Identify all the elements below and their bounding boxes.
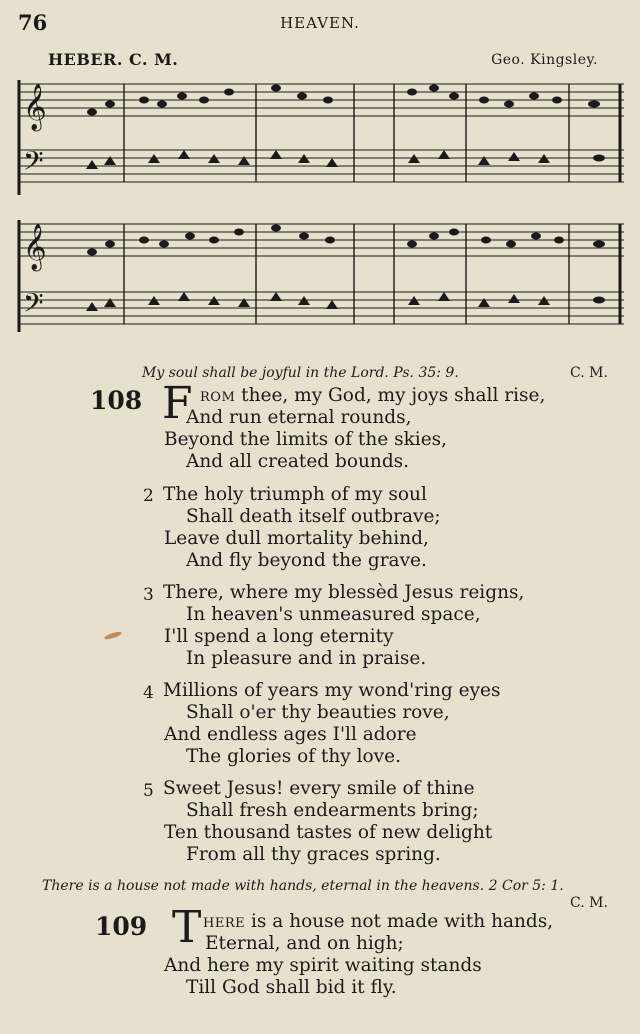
verse-number: 5 [143, 781, 154, 801]
hymn-108-epigraph: My soul shall be joyful in the Lord. Ps. 35: 9. [142, 365, 459, 381]
verse-line: Shall o'er thy beauties rove, [186, 702, 450, 723]
verse-line: In pleasure and in praise. [186, 648, 427, 669]
treble-staff-1 [19, 84, 624, 116]
verse-line: Shall fresh endearments bring; [186, 800, 479, 821]
hymn-108-number: 108 [90, 386, 143, 415]
treble-clef-icon: 𝄞 [23, 84, 47, 130]
verse-line: Till God shall bid it fly. [186, 977, 397, 998]
treble-clef-icon: 𝄞 [23, 224, 47, 270]
hymn-108-meter: C. M. [570, 365, 608, 381]
verse-line: Shall death itself outbrave; [186, 506, 441, 527]
hymn-109-number: 109 [95, 912, 148, 941]
verse-line: And all created bounds. [186, 451, 410, 472]
verse-line: And endless ages I'll adore [164, 724, 417, 745]
treble-staff-2 [19, 224, 624, 256]
verse-line: Leave dull mortality behind, [164, 528, 429, 549]
system-1 [19, 80, 624, 195]
music-score [14, 70, 626, 340]
bass-clef-icon: 𝄢 [23, 145, 44, 183]
notes-1 [86, 85, 605, 170]
verse-line: Millions of years my wond'ring eyes [163, 680, 501, 701]
running-head: HEAVEN. [280, 14, 360, 32]
hymn-109-meter: C. M. [570, 895, 608, 911]
verse-line [200, 385, 545, 406]
bass-staff-1 [19, 150, 624, 182]
ink-smudge [104, 630, 123, 640]
small-caps-word: HERE [203, 916, 246, 931]
verse-number: 2 [143, 486, 154, 506]
verse-line: From all thy graces spring. [186, 844, 441, 865]
verse-line-text: is a house not made with hands, [245, 911, 554, 932]
verse-line-text: thee, my God, my joys shall rise, [235, 385, 546, 406]
verse-line: There, where my blessèd Jesus reigns, [163, 582, 525, 603]
composer: Geo. Kingsley. [491, 52, 598, 68]
verse-line: And run eternal rounds, [186, 407, 412, 428]
verse-line: Sweet Jesus! every smile of thine [163, 778, 475, 799]
verse-line: The glories of thy love. [186, 746, 401, 767]
verse-line [203, 911, 553, 932]
verse-number: 3 [143, 585, 154, 605]
bass-staff-2 [19, 292, 624, 324]
drop-cap: T [172, 902, 202, 953]
drop-cap: F [162, 378, 193, 429]
verse-number: 4 [143, 683, 154, 703]
verse-line: I'll spend a long eternity [164, 626, 394, 647]
bass-clef-icon: 𝄢 [23, 287, 44, 325]
page-number: 76 [18, 10, 48, 35]
small-caps-word: ROM [200, 390, 236, 405]
verse-line: The holy triumph of my soul [163, 484, 427, 505]
system-2 [19, 220, 624, 332]
notes-2 [86, 225, 605, 312]
tune-name: HEBER. C. M. [48, 50, 179, 69]
verse-line: In heaven's unmeasured space, [186, 604, 481, 625]
verse-line: Ten thousand tastes of new delight [164, 822, 493, 843]
verse-line: And fly beyond the grave. [186, 550, 427, 571]
verse-line: And here my spirit waiting stands [164, 955, 482, 976]
verse-line: Beyond the limits of the skies, [164, 429, 448, 450]
hymn-109-epigraph: There is a house not made with hands, eternal in the heavens. 2 Cor 5: 1. [42, 878, 564, 894]
verse-line: Eternal, and on high; [205, 933, 404, 954]
